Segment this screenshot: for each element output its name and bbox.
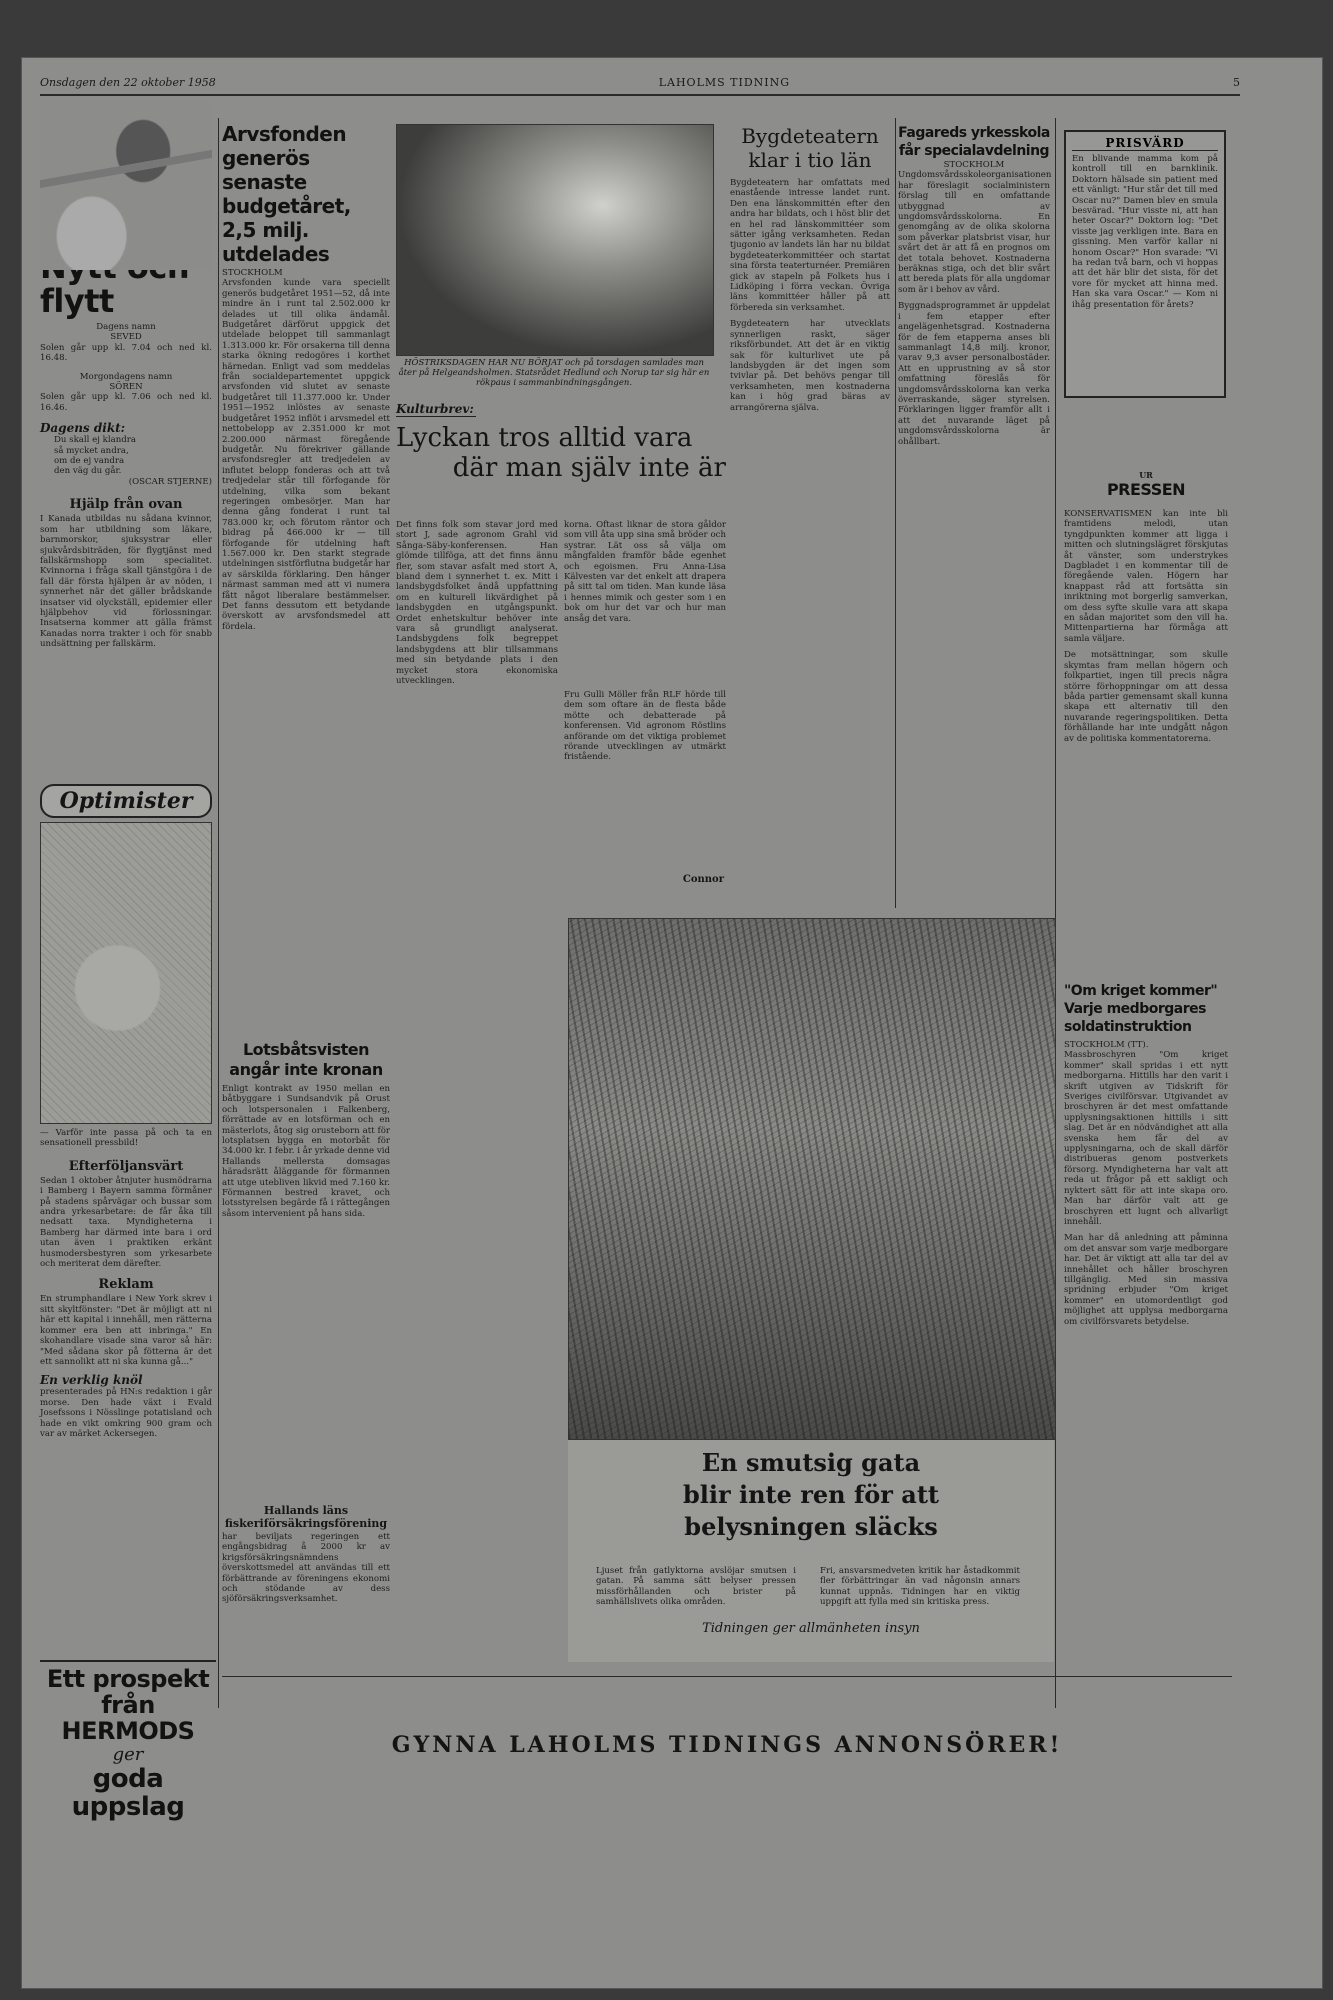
- hallands-text: har beviljats regeringen ett engångsbidrag å 2000 kr av krigsförsäkringsnämndens överskottsmedel att användas till ett förbättrande av föreningens ekonomi och stödande av dess sjöförsäkringsverksamhet.: [222, 1532, 390, 1605]
- lotsbatsvisten-article: [222, 1040, 390, 1219]
- optimister-cartoon-block: [40, 784, 212, 1439]
- illustration-headline-1: En smutsig gata: [701, 1448, 921, 1477]
- ur-pressen-ur: UR: [1139, 470, 1153, 480]
- ur-pressen-text: KONSERVATISMEN kan inte bli framtidens melodi, utan tyngdpunkten kommer att ligga i mitten och slutningslägret förskjutas åt vänster, som understrykes Dagbladet i en kommentar till de föregående valen. Högern har knappast råd att fortsätta sin inriktning mot borgerlig samverkan, om dess syfte skulle vara att skapa en sådan majoritet som den vill ha. Mittenpartierna har förmåga att samla väljare.: [1064, 509, 1228, 644]
- fagareds-dateline: STOCKHOLM: [943, 160, 1005, 170]
- om-kriget-text-2: Man har då anledning att påminna om det ansvar som varje medborgare har. Det är viktigt att alla tar del av innehållet och håller broschyren tillgänglig. Med sin massiva spridning erbjuder "Om kriget kommer" en utomordentligt god möjlighet att upplysa medborgarna om civilförsvarets betydelse.: [1064, 1233, 1228, 1327]
- optimister-cartoon-drawing: [40, 822, 212, 1124]
- lotsbatsvisten-headline: Lotsbåtsvisten angår inte kronan: [229, 1040, 383, 1079]
- arvsfonden-text: Arvsfonden kunde vara speciellt generös budgetåret 1951—52, då inte mindre än i runt tal 2.502.000 kr delades ut till olika ändamål. Budgetåret därförut uppgick det utdelade beloppet till sammanlagt 1.313.000 kr. För orsakerna till denna starka ökning redogöres i korthet härnedan. Enligt vad som meddelas från socialdepartementet uppgick arvsfonden vid slutet av senaste budgetåret till 11.377.000 kr. Under 1951—1952 inlöstes av senaste budgetåret 1952 inflöt i arvsmedel ett nettobelopp av 2.351.000 kr mot 2.200.000 närmast föregående budgetår. Nu förekriver gällande arvsfondsregler att tredjedelen av influtet belopp fonderas och att två tredjedelar står till förfogande för utdelning, vilka som bekant regeringen ombesörjer. Man har denna gång fonderat i runt tal 783.000 kr, och förutom räntor och bidrag på 466.000 kr — till förfogande för utdelning haft 1.567.000 kr. Den starkt stegrade utdelningen sistförflutna budgetår har av särskilda förklaring. Den hänger närmast samman med att vi numera fått något liberalare bestämmelser. Det fanns dessutom ett betydande överskott av arvsfondsmedel att fördela.: [222, 278, 390, 632]
- header-paper: LAHOLMS TIDNING: [658, 76, 791, 89]
- om-kriget-article: [1064, 982, 1228, 1327]
- kulturbrev-tag: Kulturbrev:: [396, 402, 476, 417]
- verklig-knol-title: En verklig knöl: [40, 1373, 143, 1388]
- bygdeteatern-article: [730, 124, 890, 413]
- dagens-namn-value: SEVED: [110, 332, 142, 343]
- prisvard-box: [1064, 130, 1226, 398]
- column-divider: [895, 118, 896, 908]
- ur-pressen-title: PRESSEN: [1106, 480, 1186, 499]
- fagareds-text-2: Byggnadsprogrammet är uppdelat i fem etapper efter angelägenhetsgrad. Kostnaderna för de fem etapperna anses bli sammanlagt 14,8 milj. kronor, varav 9,3 avser personalbostäder. Att en upprustning av så stor omfattning föreslås för ungdomsvårdsskolorna kan verka överraskande, säger styrelsen. Förklaringen ligger framför allt i att det nuvarande läget på ungdomsvårdsskolorna är ohållbart.: [898, 301, 1050, 447]
- kulturbrev-text-col-a: Det finns folk som stavar jord med stort J, sade agronom Grahl vid Sånga-Säby-konferensen. Han glömde tillföga, att det finns ännu fler, som stavar asfalt med stort A, bland dem i synnerhet t. ex. Mitt i landsbygdsfolket ändå uppfattning om en kulturell likvärdighet på landsbygden en utgångspunkt. Ordet enhetskultur behöver inte vara så grundligt analyserat. Landsbygdens folk begreppet landsbygdens att blir tillsammans med sin betydande plats i den mycket stora ekonomiska utvecklingen.: [396, 520, 558, 687]
- fagareds-article: [898, 124, 1050, 447]
- hallands-headline: Hallands läns fiskeriförsäkringsförening: [224, 1504, 388, 1530]
- ur-pressen-article: [1064, 470, 1228, 744]
- om-kriget-headline-2: Varje medborgares soldatinstruktion: [1064, 1001, 1206, 1035]
- dagens-namn-heading: Dagens namn: [96, 322, 156, 332]
- footer-rule: [222, 1676, 1232, 1677]
- riksdag-photo: [396, 124, 714, 356]
- column-divider: [218, 118, 219, 1708]
- dirty-street-illustration: [568, 918, 1056, 1440]
- efterfoljansvart-text: Sedan 1 oktober åtnjuter husmödrarna i Bamberg i Bayern samma förmåner på stadens spårvägar och bussar som andra yrkesarbetare: de får åka till nedsatt taxa. Myndigheterna i Bamberg har därmed inte bara i ord utan även i praktiken erkänt husmodersbestyren som yrkesarbete och meriterat dem därefter.: [40, 1175, 212, 1270]
- morgondagens-namn-heading: Morgondagens namn: [79, 371, 173, 382]
- footer-banner: GYNNA LAHOLMS TIDNINGS ANNONSÖRER!: [391, 1732, 1063, 1758]
- kulturbrev-article: [396, 402, 726, 483]
- morgondagens-namn-value: SÖREN: [109, 382, 143, 393]
- hallands-article: [222, 1500, 390, 1605]
- hermods-ad-ger: ger: [112, 1744, 144, 1765]
- illustration-headline-3: belysningen släcks: [684, 1512, 938, 1541]
- sun-times-tomorrow: Solen går upp kl. 7.06 och ned kl. 16.46.: [40, 392, 212, 413]
- hjalp-fran-ovan-title: Hjälp från ovan: [69, 497, 183, 513]
- hermods-ad-goda-uppslag: goda uppslag: [71, 1764, 185, 1822]
- header-date: Onsdagen den 22 oktober 1958: [40, 76, 216, 89]
- nytt-och-flytt-title: flytt: [40, 282, 114, 320]
- kulturbrev-headline-1: Lyckan tros alltid vara: [396, 423, 693, 453]
- arvsfonden-dateline: STOCKHOLM: [222, 268, 283, 278]
- page-header: [40, 76, 1240, 92]
- fagareds-headline: Fagareds yrkesskola får specialavdelning: [898, 125, 1050, 159]
- optimister-caption: — Varför inte passa på och ta en sensationell pressbild!: [40, 1128, 212, 1149]
- kulturbrev-text-col-c: Fru Gulli Möller från RLF hörde till dem som oftare än de flesta både mötte och debatterade på konferensen. Vid agronom Röstlins anförande om det viktiga problemet rörande utvecklingen av utmärkt fristående.: [564, 690, 726, 763]
- prisvard-text: En blivande mamma kom på kontroll till en barnklinik. Doktorn hälsade sin patient med ett vänligt: "Hur står det till med Oscar nu?" Damen blev en smula besvärad. "Hur visste ni, att han heter Oscar?" Doktorn log: "Det visste jag verkligen inte. Bara en gissning. Men varför kallar ni honom Oscar?" Hon svarade: "Vi ha redan två barn, och vi hoppas att det här blir det sista, för det vore för mycket att hinna med. Han ska vara Oscar." — Kom ni ihåg presentation för årets?: [1072, 154, 1218, 310]
- header-page-number: 5: [1233, 76, 1240, 89]
- illustration-tagline: Tidningen ger allmänheten insyn: [702, 1621, 920, 1636]
- om-kriget-dateline: STOCKHOLM (TT).: [1064, 1040, 1149, 1050]
- bygdeteatern-text-2: Bygdeteatern har utvecklats synnerligen raskt, säger riksförbundet. Att det är en viktig sak för kulturlivet ute på landsbygden är det ingen som tvivlar på. Det behövs pengar till verksamheten, men kostnaderna kan i hög grad bäras av arrangörerna själva.: [730, 319, 890, 413]
- kulturbrev-headline-2: där man själv inte är: [452, 453, 726, 483]
- reklam-title: Reklam: [98, 1277, 154, 1293]
- ur-pressen-text-2: De motsättningar, som skulle skymtas fram mellan högern och folkpartiet, ingen till precis några större förhoppningar om att dessa båda partier gemensamt skall kunna skapa ett alternativ till den nuvarande regeringspolitiken. Detta förhållande har inte undgått någon av de politiska kommentatorerna.: [1064, 650, 1228, 744]
- optimister-title: Optimister: [40, 784, 212, 818]
- om-kriget-text: Massbroschyren "Om kriget kommer" skall spridas i ett nytt medborgarna. Hittills har den varit i skrift utgiven av Tidskrift för Sveriges civilförsvar. Utgivandet av broschyren är det mest omfattande upplysningsaktionen hittills i sitt slag. Det är en nödvändighet att alla svenska hem får del av upplysningarna, och de skall därför distribueras genom postverkets försorg. Myndigheterna har valt att reda ut frågor på ett sakligt och nyktert sätt för att inte skapa oro. Man har därför valt att ge broschyren ett lugnt och allvarligt innehåll.: [1064, 1050, 1228, 1227]
- arvsfonden-headline: Arvsfonden generös senaste budgetåret, 2,5 milj. utdelades: [222, 122, 351, 266]
- hermods-ad[interactable]: [40, 1660, 216, 1821]
- om-kriget-headline-1: "Om kriget kommer": [1064, 983, 1218, 999]
- reklam-text: En strumphandlare i New York skrev i sitt skyltfönster: "Det är möjligt att ni här ett kapital i innehåll, men rätterna kommer era ben att inbringa." En skohandlare visade sina varor så här: "Med sådana skor på fötterna är det ett sannolikt att ni ska kunna gå...": [40, 1294, 212, 1367]
- fagareds-text: Ungdomsvårdsskoleorganisationen har föreslagit socialministern förslag till en omfattande utbyggnad av ungdomsvårdsskolorna. En genomgång av de olika skolorna som påverkar platsbrist visar, hur svårt det är att få en prognos om det totala behovet. Kostnaderna beräknas stiga, och det blir svårt att bereda plats för alla ungdomar som är i behov av vård.: [898, 170, 1052, 295]
- dagens-dikt-heading: Dagens dikt:: [40, 421, 126, 436]
- arvsfonden-article: [222, 122, 390, 632]
- bygdeteatern-text: Bygdeteatern har omfattats med enastående intresse landet runt. Den ena länskommittén efter den andra har bildats, och i höst blir det en hel rad länskommittéer som sätter igång verksamheten. Redan tjugonio av landets län har nu bildat bygdeteaterkommittéer och startat sina första teaterturnéer. Premiären gick av stapeln på Folkets hus i Lidköping i förra veckan. Övriga läns kommittéer håller på att förbereda sin verksamhet.: [730, 178, 890, 313]
- prisvard-title: PRISVÄRD: [1072, 136, 1218, 151]
- kulturbrev-text-col-b: korna. Oftast liknar de stora gåldor som vill åta upp sina små bröder och systrar. Lät oss så välja om mångfalden framför både egenhet och egoismen. Fru Anna-Lisa Kälvesten var det enkelt att drapera på sitt tal om tiden. Man kunde läsa i hennes mimik och gester som i en bok om hur det var och hur man ansåg det vara.: [564, 520, 726, 624]
- verklig-knol-text: presenterades på HN:s redaktion i går morse. Den hade växt i Evald Josefssons i Nösslinge potatisland och hade en vikt omkring 900 gram och var av märket Ackersegen.: [40, 1387, 212, 1439]
- illustration-headline-2: blir inte ren för att: [682, 1480, 940, 1509]
- illustration-text-right: Fri, ansvarsmedveten kritik har åstadkommit fler förbättringar än vad någonsin annars kunnat uppnås. Tidningen har en viktig uppgift att fylla med sin kritiska press.: [820, 1566, 1020, 1608]
- bygdeteatern-headline: Bygdeteatern klar i tio län: [741, 124, 879, 172]
- sun-times-today: Solen går upp kl. 7.04 och ned kl. 16.48.: [40, 342, 212, 364]
- dagens-dikt-text: Du skall ej klandra så mycket andra, om de ej vandra den väg du går.: [54, 435, 136, 477]
- left-column: [40, 100, 212, 650]
- hjalp-fran-ovan-text: I Kanada utbildas nu sådana kvinnor, som har utbildning som läkare, barnmorskor, sjuksystrar eller sjukvårdsbiträden, för flygtjänst med fallskärmshopp som specialitet. Kvinnorna i fråga skall tjänstgöra i de fall där första hjälpen är av nöden, i synnerhet när det gäller brådskande insatser vid olyckställ, epidemier eller hjälpbehov vid förlossningar. Insatserna kommer att gälla främst Kanadas norra trakter i och för snabb undsättning per fallskärm.: [40, 514, 212, 650]
- header-rule: [40, 94, 1240, 96]
- dagens-dikt-author: (OSCAR STJERNE): [128, 476, 212, 487]
- riksdag-photo-caption: HÖSTRIKSDAGEN HAR NU BÖRJAT och på torsdagen samlades man åter på Helgeandsholmen. Statsrådet Hedlund och Norup tar sig här en rökpaus i sammanbindningsgången.: [398, 358, 710, 388]
- efterfoljansvart-title: Efterföljansvärt: [68, 1158, 184, 1174]
- hermods-ad-headline: Ett prospekt från HERMODS: [46, 1665, 210, 1745]
- column-divider: [1055, 118, 1056, 1708]
- airplane-illustration: [40, 100, 212, 270]
- illustration-text-left: Ljuset från gatlyktorna avslöjar smutsen i gatan. På samma sätt belyser pressen missförhållanden och brister på samhällslivets olika områden.: [596, 1566, 796, 1608]
- kulturbrev-signature: Connor: [682, 874, 724, 885]
- lotsbatsvisten-text: Enligt kontrakt av 1950 mellan en båtbyggare i Sundsandvik på Orust och lotspersonalen i Falkenberg, förrättade av en lotsförman och en mästerlots, åtog sig orusteborn att för lotsplatsen bygga en motorbåt för 34.000 kr. I febr. i år yrkade denne vid Hallands mellersta domsagas häradsrätt åläggande för förmannen att utge utebliven likvid med 7.160 kr. Förmannen bestred kravet, och lotsstyrelsen begärde få i rättegången såsom intervenient på hans sida.: [222, 1084, 390, 1219]
